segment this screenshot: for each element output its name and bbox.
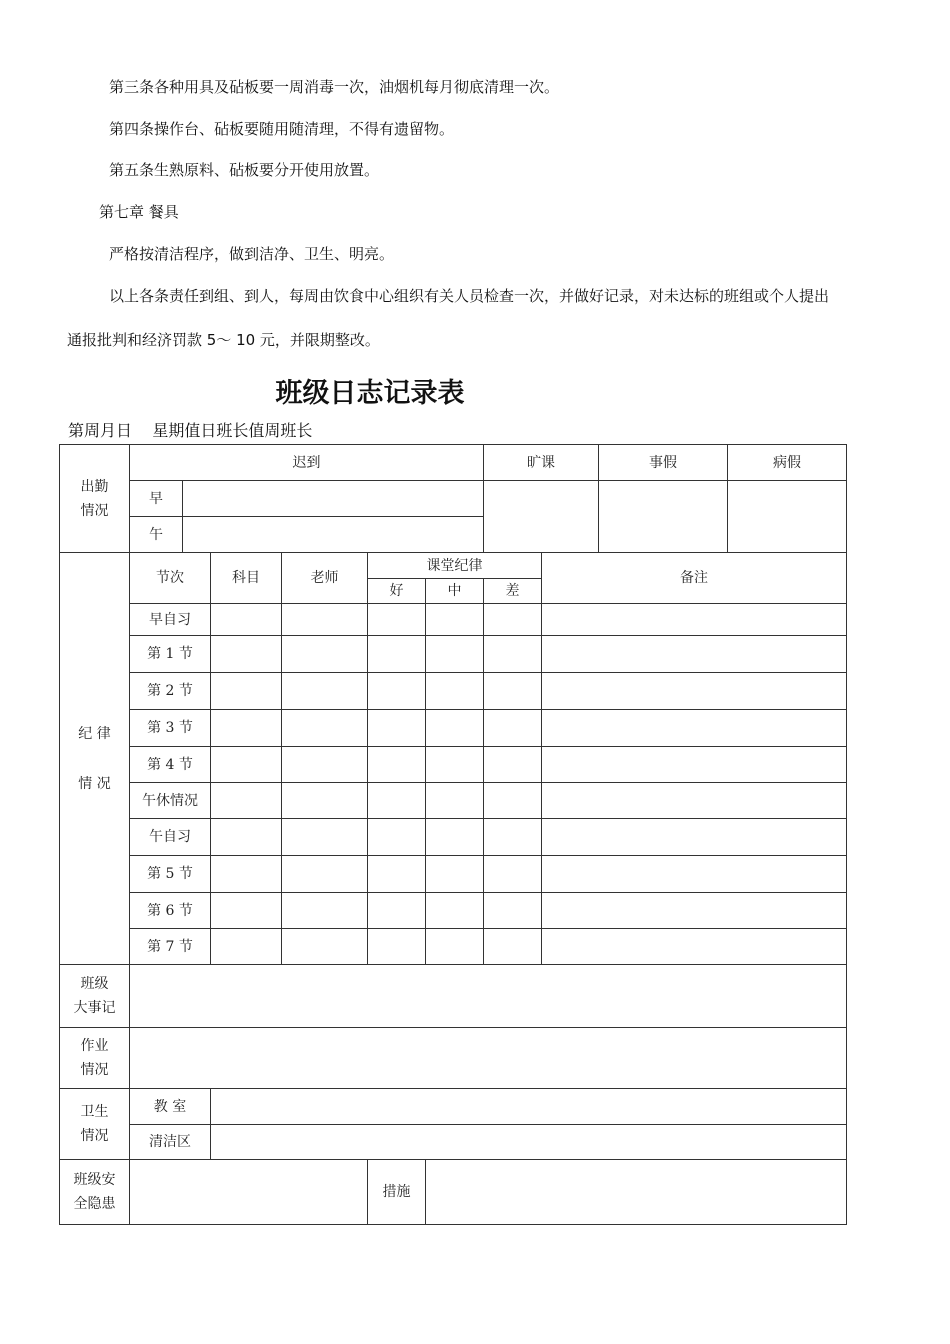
good-cell[interactable] bbox=[368, 673, 426, 710]
attendance-morning-row bbox=[60, 481, 847, 517]
form-meta-line: 第周月日 星期值日班长值周班长 bbox=[68, 421, 313, 440]
late-afternoon-cell[interactable] bbox=[183, 517, 484, 553]
paragraph-article-4: 第四条操作台、砧板要随用随清理，不得有遗留物。 bbox=[109, 120, 455, 138]
poor-cell[interactable] bbox=[484, 747, 542, 783]
poor-cell[interactable] bbox=[484, 604, 542, 636]
medium-cell[interactable] bbox=[426, 783, 484, 819]
subject-header: 科目 bbox=[211, 553, 282, 604]
teacher-cell[interactable] bbox=[282, 604, 368, 636]
period-label: 第 1 节 bbox=[130, 636, 211, 673]
period-label: 第 6 节 bbox=[130, 893, 211, 929]
late-header: 迟到 bbox=[130, 445, 484, 481]
subject-cell[interactable] bbox=[211, 929, 282, 965]
discipline-label: 纪 律 情 况 bbox=[60, 553, 130, 965]
remarks-cell[interactable] bbox=[542, 819, 847, 856]
subject-cell[interactable] bbox=[211, 710, 282, 747]
safety-row bbox=[60, 1160, 847, 1225]
remarks-cell[interactable] bbox=[542, 673, 847, 710]
good-cell[interactable] bbox=[368, 819, 426, 856]
afternoon-label: 午 bbox=[130, 517, 183, 553]
homework-cell[interactable] bbox=[130, 1028, 847, 1089]
medium-cell[interactable] bbox=[426, 819, 484, 856]
remarks-cell[interactable] bbox=[542, 856, 847, 893]
period-label: 午休情况 bbox=[130, 783, 211, 819]
teacher-cell[interactable] bbox=[282, 856, 368, 893]
period-row bbox=[60, 604, 847, 636]
discipline-header-row bbox=[60, 553, 847, 579]
period-header: 节次 bbox=[130, 553, 211, 604]
remarks-cell[interactable] bbox=[542, 783, 847, 819]
safety-hazard-cell[interactable] bbox=[130, 1160, 368, 1225]
personal-leave-header: 事假 bbox=[599, 445, 728, 481]
subject-cell[interactable] bbox=[211, 747, 282, 783]
teacher-cell[interactable] bbox=[282, 673, 368, 710]
medium-cell[interactable] bbox=[426, 673, 484, 710]
teacher-header: 老师 bbox=[282, 553, 368, 604]
teacher-cell[interactable] bbox=[282, 819, 368, 856]
period-label: 午自习 bbox=[130, 819, 211, 856]
remarks-cell[interactable] bbox=[542, 929, 847, 965]
form-title: 班级日志记录表 bbox=[275, 378, 465, 409]
events-cell[interactable] bbox=[130, 965, 847, 1028]
clean-area-cell[interactable] bbox=[211, 1125, 847, 1160]
good-cell[interactable] bbox=[368, 710, 426, 747]
sick-leave-header: 病假 bbox=[728, 445, 847, 481]
safety-label: 班级安 全隐患 bbox=[60, 1160, 130, 1225]
hygiene-label: 卫生 情况 bbox=[60, 1089, 130, 1160]
class-discipline-header: 课堂纪律 bbox=[368, 553, 542, 579]
period-label: 第 7 节 bbox=[130, 929, 211, 965]
medium-header: 中 bbox=[426, 579, 484, 604]
good-cell[interactable] bbox=[368, 604, 426, 636]
teacher-cell[interactable] bbox=[282, 929, 368, 965]
poor-cell[interactable] bbox=[484, 783, 542, 819]
sick-leave-cell[interactable] bbox=[728, 481, 847, 553]
attendance-label: 出勤 情况 bbox=[60, 445, 130, 553]
period-row bbox=[60, 747, 847, 783]
subject-cell[interactable] bbox=[211, 819, 282, 856]
attendance-header-row bbox=[60, 445, 847, 481]
subject-cell[interactable] bbox=[211, 893, 282, 929]
medium-cell[interactable] bbox=[426, 893, 484, 929]
homework-row bbox=[60, 1028, 847, 1089]
absent-cell[interactable] bbox=[484, 481, 599, 553]
medium-cell[interactable] bbox=[426, 710, 484, 747]
period-label: 第 3 节 bbox=[130, 710, 211, 747]
remarks-cell[interactable] bbox=[542, 636, 847, 673]
subject-cell[interactable] bbox=[211, 673, 282, 710]
paragraph-tableware: 严格按清洁程序，做到洁净、卫生、明亮。 bbox=[109, 245, 395, 263]
poor-cell[interactable] bbox=[484, 856, 542, 893]
good-cell[interactable] bbox=[368, 893, 426, 929]
class-log-table bbox=[59, 444, 847, 1225]
teacher-cell[interactable] bbox=[282, 747, 368, 783]
good-cell[interactable] bbox=[368, 747, 426, 783]
remarks-cell[interactable] bbox=[542, 747, 847, 783]
period-row bbox=[60, 856, 847, 893]
chapter-heading: 第七章 餐具 bbox=[99, 203, 179, 221]
poor-cell[interactable] bbox=[484, 929, 542, 965]
medium-cell[interactable] bbox=[426, 856, 484, 893]
medium-cell[interactable] bbox=[426, 929, 484, 965]
period-row bbox=[60, 673, 847, 710]
hygiene-classroom-row bbox=[60, 1089, 847, 1125]
clean-area-label: 清洁区 bbox=[130, 1125, 211, 1160]
events-row bbox=[60, 965, 847, 1028]
paragraph-summary-line-2: 通报批判和经济罚款 5～ 10 元，并限期整改。 bbox=[67, 331, 380, 349]
classroom-label: 教 室 bbox=[130, 1089, 211, 1125]
subject-cell[interactable] bbox=[211, 636, 282, 673]
medium-cell[interactable] bbox=[426, 747, 484, 783]
hygiene-clean-area-row bbox=[60, 1125, 847, 1160]
period-row bbox=[60, 636, 847, 673]
period-row bbox=[60, 710, 847, 747]
remarks-cell[interactable] bbox=[542, 893, 847, 929]
subject-cell[interactable] bbox=[211, 856, 282, 893]
period-label: 早自习 bbox=[130, 604, 211, 636]
measures-cell[interactable] bbox=[426, 1160, 847, 1225]
remarks-cell[interactable] bbox=[542, 710, 847, 747]
absent-header: 旷课 bbox=[484, 445, 599, 481]
homework-label: 作业 情况 bbox=[60, 1028, 130, 1089]
period-row bbox=[60, 819, 847, 856]
poor-cell[interactable] bbox=[484, 673, 542, 710]
events-label: 班级 大事记 bbox=[60, 965, 130, 1028]
subject-cell[interactable] bbox=[211, 783, 282, 819]
paragraph-summary-line-1: 以上各条责任到组、到人，每周由饮食中心组织有关人员检查一次，并做好记录，对未达标的班组或个人提出 bbox=[109, 287, 830, 305]
medium-cell[interactable] bbox=[426, 604, 484, 636]
subject-cell[interactable] bbox=[211, 604, 282, 636]
period-row bbox=[60, 783, 847, 819]
poor-cell[interactable] bbox=[484, 636, 542, 673]
poor-cell[interactable] bbox=[484, 819, 542, 856]
poor-cell[interactable] bbox=[484, 710, 542, 747]
morning-label: 早 bbox=[130, 481, 183, 517]
measures-label: 措施 bbox=[368, 1160, 426, 1225]
teacher-cell[interactable] bbox=[282, 783, 368, 819]
remarks-header: 备注 bbox=[542, 553, 847, 604]
period-row bbox=[60, 929, 847, 965]
good-cell[interactable] bbox=[368, 636, 426, 673]
paragraph-article-3: 第三条各种用具及砧板要一周消毒一次，油烟机每月彻底清理一次。 bbox=[109, 78, 560, 96]
good-cell[interactable] bbox=[368, 856, 426, 893]
good-cell[interactable] bbox=[368, 783, 426, 819]
good-header: 好 bbox=[368, 579, 426, 604]
poor-cell[interactable] bbox=[484, 893, 542, 929]
late-morning-cell[interactable] bbox=[183, 481, 484, 517]
teacher-cell[interactable] bbox=[282, 710, 368, 747]
paragraph-article-5: 第五条生熟原料、砧板要分开使用放置。 bbox=[109, 161, 380, 179]
classroom-cell[interactable] bbox=[211, 1089, 847, 1125]
period-label: 第 5 节 bbox=[130, 856, 211, 893]
medium-cell[interactable] bbox=[426, 636, 484, 673]
teacher-cell[interactable] bbox=[282, 893, 368, 929]
period-row bbox=[60, 893, 847, 929]
teacher-cell[interactable] bbox=[282, 636, 368, 673]
period-label: 第 4 节 bbox=[130, 747, 211, 783]
period-label: 第 2 节 bbox=[130, 673, 211, 710]
remarks-cell[interactable] bbox=[542, 604, 847, 636]
poor-header: 差 bbox=[484, 579, 542, 604]
good-cell[interactable] bbox=[368, 929, 426, 965]
personal-leave-cell[interactable] bbox=[599, 481, 728, 553]
